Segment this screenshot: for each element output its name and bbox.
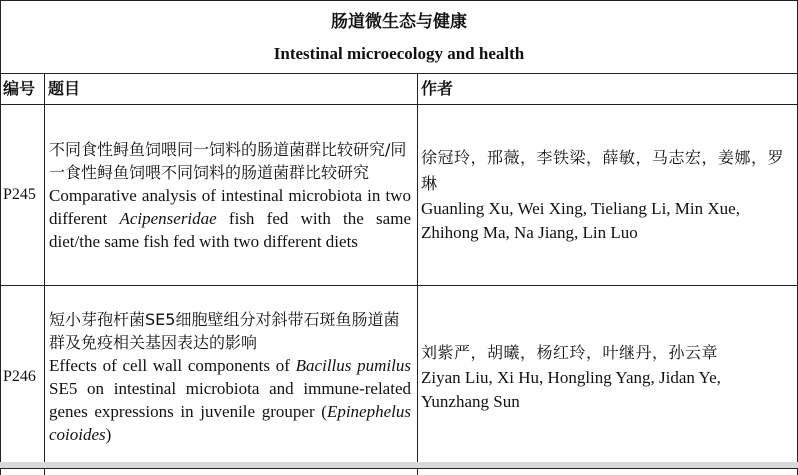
authors-en: Ziyan Liu, Xi Hu, Hongling Yang, Jidan Ye, Yunzhang Sun: [421, 366, 791, 414]
topic-en-species: Acipenseridae: [119, 209, 216, 228]
cell: [418, 469, 798, 475]
topic-en: [49, 354, 411, 446]
table-row: [1, 105, 798, 286]
column-header-authors: 作者: [418, 74, 798, 105]
topic-en-species: Bacillus pumilus: [296, 356, 411, 375]
authors-en: Guanling Xu, Wei Xing, Tieliang Li, Min Xue, Zhihong Ma, Na Jiang, Lin Luo: [421, 197, 791, 245]
topic-zh: 不同食性鲟鱼饲喂同一饲料的肠道菌群比较研究/同一食性鲟鱼饲喂不同饲料的肠道菌群比较研究: [49, 138, 411, 184]
topic-en-text: Comparative analysis of intestinal microbiota in two different: [49, 186, 411, 228]
topic-en-species: Epinephelus coioides: [49, 402, 411, 444]
section-title-en: Intestinal microecology and health: [1, 42, 797, 66]
page-edge-shadow: [0, 462, 798, 468]
topic-zh: 短小芽孢杆菌SE5细胞壁组分对斜带石斑鱼肠道菌群及免疫相关基因表达的影响: [49, 308, 411, 354]
authors-zh: 刘紫严，胡曦，杨红玲，叶继丹，孙云章: [421, 340, 791, 366]
next-row-partial: [1, 469, 798, 475]
row-id: P246: [1, 286, 45, 469]
cell: [1, 469, 45, 475]
row-id: P245: [1, 105, 45, 286]
topic-en: [49, 184, 411, 253]
row-topic: [45, 105, 418, 286]
column-header-row: [1, 74, 798, 105]
column-header-id: 编号: [1, 74, 45, 105]
row-authors: [418, 286, 798, 469]
section-header-row: [1, 1, 798, 74]
table-row: [1, 286, 798, 469]
topic-en-text: ): [106, 425, 112, 444]
topic-en-text: fish fed with the same diet/the same fish fed with two different diets: [49, 209, 411, 251]
column-header-topic: 题目: [45, 74, 418, 105]
row-authors: [418, 105, 798, 286]
authors-zh: 徐冠玲，邢薇，李铁梁，薛敏，马志宏，姜娜，罗琳: [421, 145, 791, 197]
topic-en-text: SE5 on intestinal microbiota and immune-related genes expressions in juvenile grouper (: [49, 379, 411, 421]
cell: [45, 469, 418, 475]
section-title-zh: 肠道微生态与健康: [1, 10, 797, 34]
row-topic: [45, 286, 418, 469]
topic-en-text: Effects of cell wall components of: [49, 356, 296, 375]
section-title-cell: [1, 1, 798, 74]
